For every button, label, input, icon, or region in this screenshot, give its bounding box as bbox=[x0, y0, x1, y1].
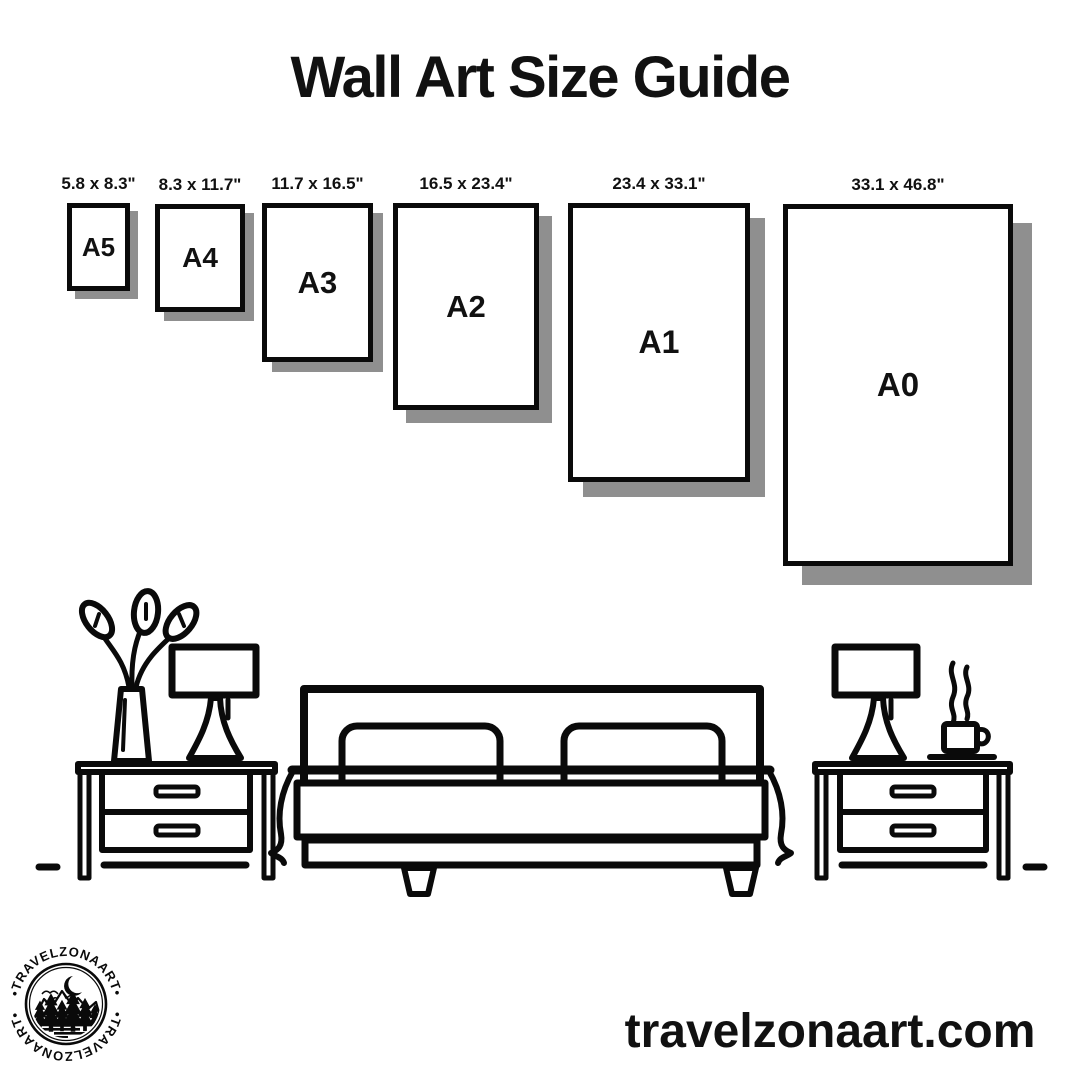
dimension-label-a2: 16.5 x 23.4" bbox=[419, 174, 513, 193]
website-url: travelzonaart.com bbox=[624, 1005, 1036, 1058]
table-lamp-right-icon bbox=[835, 647, 917, 758]
dimension-label-a3: 11.7 x 16.5" bbox=[271, 174, 364, 193]
table-lamp-left-icon bbox=[172, 647, 256, 758]
paper-a3 bbox=[262, 203, 373, 362]
brand-logo bbox=[4, 935, 130, 1075]
nightstand-right-icon bbox=[815, 764, 1010, 878]
paper-a1 bbox=[568, 203, 750, 482]
size-label-a3: A3 bbox=[297, 264, 338, 300]
paper-a2 bbox=[393, 203, 539, 410]
size-label-a2: A2 bbox=[446, 288, 486, 324]
bedroom-illustration bbox=[0, 588, 1080, 908]
size-frame-a5 bbox=[61, 174, 136, 291]
dimension-label-a4: 8.3 x 11.7" bbox=[158, 175, 242, 194]
page-title: Wall Art Size Guide bbox=[290, 45, 790, 110]
size-label-a0: A0 bbox=[876, 366, 920, 403]
size-label-a1: A1 bbox=[638, 324, 680, 360]
paper-a5 bbox=[67, 203, 130, 291]
size-frame-a2 bbox=[393, 174, 539, 410]
size-frame-a0 bbox=[783, 175, 1013, 566]
dimension-label-a5: 5.8 x 8.3" bbox=[61, 174, 136, 193]
size-frame-a4 bbox=[155, 175, 245, 312]
dimension-label-a0: 33.1 x 46.8" bbox=[851, 175, 945, 194]
bird-icon bbox=[42, 991, 58, 994]
nightstand-left-icon bbox=[78, 764, 275, 878]
paper-a0 bbox=[783, 204, 1013, 566]
size-label-a5: A5 bbox=[81, 231, 116, 262]
dimension-label-a1: 23.4 x 33.1" bbox=[612, 174, 706, 193]
size-label-a4: A4 bbox=[182, 242, 218, 273]
size-frame-a3 bbox=[262, 174, 373, 362]
paper-a4 bbox=[155, 204, 245, 312]
size-frame-a1 bbox=[568, 174, 750, 482]
coffee-cup-icon bbox=[930, 663, 994, 757]
double-bed-icon bbox=[271, 689, 791, 894]
logo-text: •TRAVELZONAART• bbox=[6, 943, 126, 998]
logo-text: •TRAVELZONAART• bbox=[6, 1010, 126, 1065]
